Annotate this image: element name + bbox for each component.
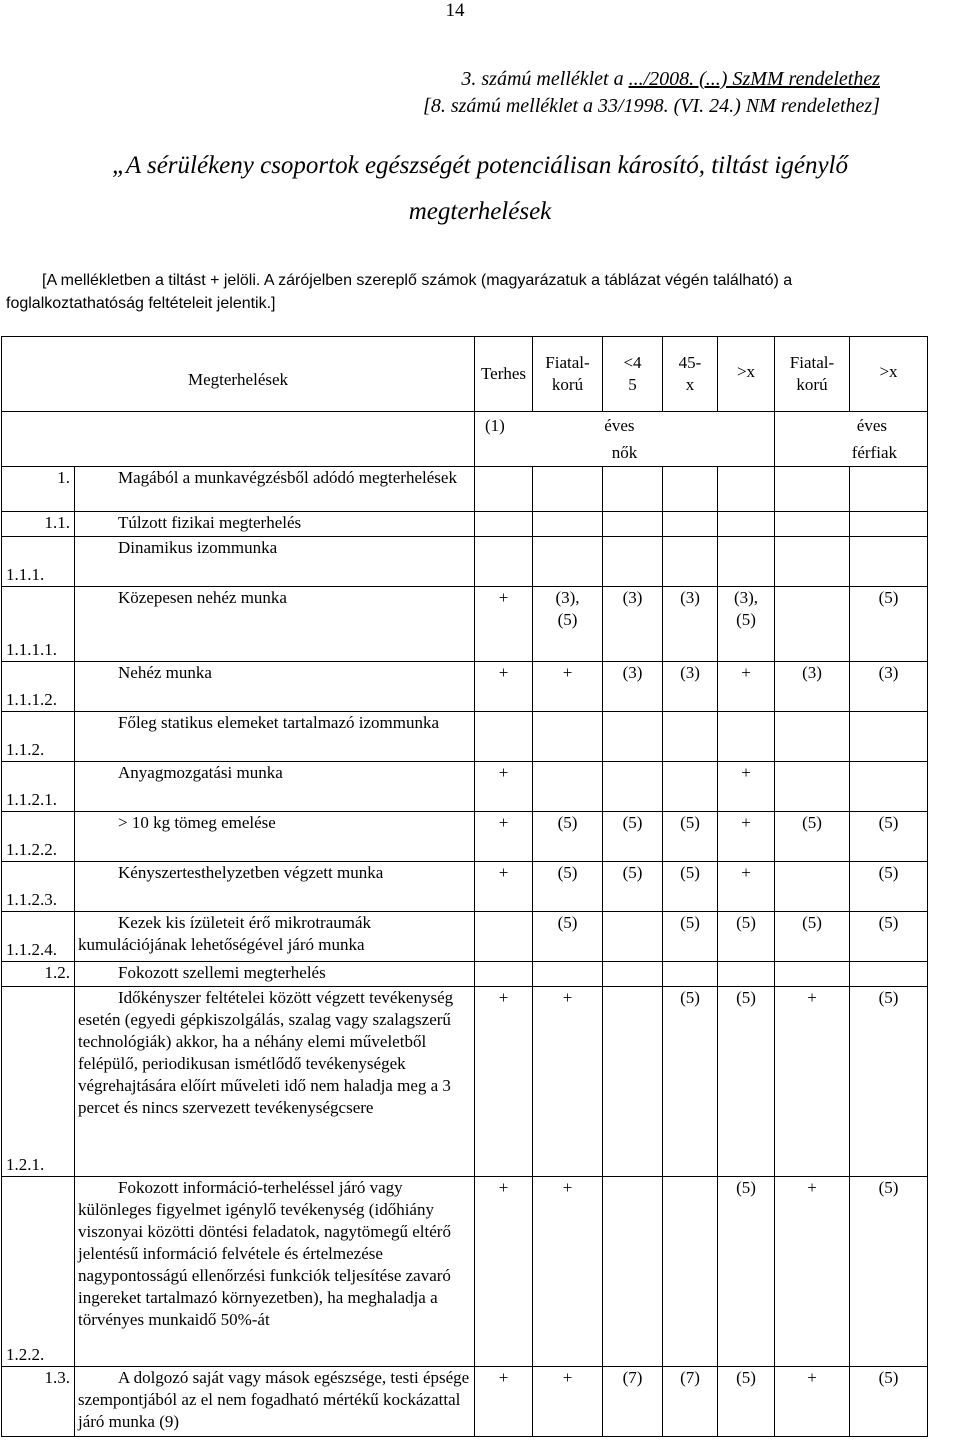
intro-text-line2: foglalkoztathatóság feltételeit jelentik.]	[6, 295, 276, 312]
row-cell	[850, 712, 928, 762]
row-cell	[775, 512, 850, 537]
row-code: 1.1.1.	[2, 537, 75, 587]
col-header-youth-female: Fiatal- korú	[533, 337, 603, 412]
row-cell	[475, 962, 533, 987]
table-row	[2, 812, 928, 862]
table-row	[2, 987, 928, 1177]
row-cell	[850, 512, 928, 537]
row-cell: (5)	[663, 862, 718, 912]
col-header-over-x-male: >x	[850, 337, 928, 412]
row-cell	[603, 962, 663, 987]
table-row	[2, 712, 928, 762]
table-row	[2, 662, 928, 712]
table-row	[2, 537, 928, 587]
col-header-under45: <4 5	[603, 337, 663, 412]
row-cell	[775, 862, 850, 912]
row-cell: (5)	[775, 912, 850, 962]
intro-text-line1: [A mellékletben a tiltást + jelöli. A zárójelben szereplő számok (magyarázatuk a táblázat végén található) a	[42, 272, 793, 289]
row-cell	[850, 762, 928, 812]
row-cell: (3)	[775, 662, 850, 712]
row-label: Fokozott információ-terheléssel járó vagy különleges figyelmet igénylő tevékenység (időhiány viszonyai közötti döntési feladatok, nagytömegű eltérő jelentésű információ felvétele és értelmezése nagypontosságú ellenőrzési funkciók teljesítése zavaró ingereket tartalmazó környezetben), ha meghaladja a törvényes munkaidő 50%-át	[75, 1177, 475, 1367]
row-cell	[775, 712, 850, 762]
row-cell	[475, 712, 533, 762]
row-cell: +	[718, 812, 775, 862]
row-code: 1.1.1.2.	[2, 662, 75, 712]
col-header-men-age: éves	[856, 416, 887, 435]
row-cell: +	[775, 987, 850, 1177]
row-cell: +	[475, 587, 533, 662]
page-title-line1: „A sérülékeny csoportok egészségét potenciálisan károsító, tiltást igénylő	[112, 152, 848, 179]
row-cell: (5)	[850, 987, 928, 1177]
row-cell	[533, 537, 603, 587]
row-cell: (5)	[718, 912, 775, 962]
row-cell	[663, 712, 718, 762]
row-cell: (5)	[850, 862, 928, 912]
row-code: 1.1.2.2.	[2, 812, 75, 862]
row-label: Magából a munkavégzésből adódó megterhelések	[75, 467, 475, 512]
row-cell: +	[775, 1367, 850, 1437]
row-cell	[718, 512, 775, 537]
row-cell	[663, 537, 718, 587]
row-cell: +	[475, 862, 533, 912]
table-row	[2, 512, 928, 537]
row-label: Időkényszer feltételei között végzett tevékenység esetén (egyedi gépkiszolgálás, szalag vagy szalagszerű technológiák) akkor, ha a néhány elemi műveletből felépülő, periodikusan ismétlődő tevékenységek végrehajtására előírt műveleti idő nem haladja meg a 3 percet és nincs szervezett tevékenységcsere	[75, 987, 475, 1177]
row-cell	[475, 467, 533, 512]
row-cell: (5)	[533, 812, 603, 862]
row-cell: (5)	[533, 862, 603, 912]
row-label: > 10 kg tömeg emelése	[75, 812, 475, 862]
row-cell	[603, 912, 663, 962]
row-code: 1.2.2.	[2, 1177, 75, 1367]
row-cell: (3), (5)	[718, 587, 775, 662]
row-cell	[603, 987, 663, 1177]
row-cell: +	[533, 662, 603, 712]
col-header-over-x-female: >x	[718, 337, 775, 412]
row-cell	[475, 537, 533, 587]
table-row	[2, 962, 928, 987]
row-cell	[663, 1177, 718, 1367]
row-cell	[533, 467, 603, 512]
row-cell	[718, 537, 775, 587]
col-header-pregnant: Terhes	[475, 337, 533, 412]
row-cell: (3), (5)	[533, 587, 603, 662]
row-code: 1.1.2.3.	[2, 862, 75, 912]
row-cell: +	[533, 1367, 603, 1437]
row-label: Túlzott fizikai megterhelés	[75, 512, 475, 537]
row-cell: (5)	[603, 862, 663, 912]
row-cell	[475, 912, 533, 962]
row-cell: +	[718, 862, 775, 912]
row-cell: (3)	[663, 662, 718, 712]
row-cell	[663, 762, 718, 812]
row-cell: (3)	[850, 662, 928, 712]
row-cell: +	[475, 1367, 533, 1437]
col-header-45-x: 45- x	[663, 337, 718, 412]
row-cell: (5)	[663, 812, 718, 862]
row-cell	[718, 712, 775, 762]
row-cell: (3)	[663, 587, 718, 662]
row-cell: (5)	[603, 812, 663, 862]
row-cell: +	[475, 987, 533, 1177]
row-code: 1.1.1.1.	[2, 587, 75, 662]
row-label: Kezek kis ízületeit érő mikrotraumák kumulációjának lehetőségével járó munka	[75, 912, 475, 962]
col-header-men-label: férfiak	[851, 443, 897, 462]
row-cell: (5)	[850, 587, 928, 662]
row-cell: (5)	[663, 912, 718, 962]
row-cell: (5)	[718, 1177, 775, 1367]
annex-reference-prefix: 3. számú melléklet a	[461, 68, 629, 90]
row-cell	[603, 762, 663, 812]
row-cell: (5)	[850, 1367, 928, 1437]
col-header-women	[475, 412, 775, 467]
row-cell	[603, 467, 663, 512]
col-header-youth-male: Fiatal- korú	[775, 337, 850, 412]
row-cell	[663, 467, 718, 512]
row-code: 1.2.	[2, 962, 75, 987]
row-cell	[533, 712, 603, 762]
row-cell	[850, 962, 928, 987]
col-header-women-note: (1)	[485, 416, 505, 435]
annex-reference-underlined: .../2008. (...) SzMM rendelethez	[628, 68, 880, 90]
row-cell	[603, 1177, 663, 1367]
row-cell	[850, 467, 928, 512]
row-label: Fokozott szellemi megterhelés	[75, 962, 475, 987]
col-header-women-age: éves	[604, 416, 635, 435]
row-cell: (3)	[603, 662, 663, 712]
row-cell: (5)	[775, 812, 850, 862]
row-code: 1.1.2.	[2, 712, 75, 762]
row-cell	[603, 712, 663, 762]
annex-reference-original: [8. számú melléklet a 33/1998. (VI. 24.) NM rendelethez]	[423, 95, 880, 117]
row-code: 1.1.2.1.	[2, 762, 75, 812]
row-cell	[533, 962, 603, 987]
row-cell: +	[718, 762, 775, 812]
row-cell: (5)	[850, 812, 928, 862]
annex-reference	[0, 66, 880, 93]
row-cell: (7)	[663, 1367, 718, 1437]
table-row	[2, 467, 928, 512]
row-cell	[850, 537, 928, 587]
row-cell	[603, 512, 663, 537]
row-cell	[603, 537, 663, 587]
row-cell	[533, 762, 603, 812]
table-row	[2, 1177, 928, 1367]
row-cell: (5)	[718, 987, 775, 1177]
row-label: Főleg statikus elemeket tartalmazó izommunka	[75, 712, 475, 762]
row-cell	[663, 512, 718, 537]
row-cell: +	[533, 1177, 603, 1367]
row-code: 1.3.	[2, 1367, 75, 1437]
page-number: 14	[445, 0, 465, 21]
row-cell: (5)	[718, 1367, 775, 1437]
table-row	[2, 912, 928, 962]
table-row	[2, 1367, 928, 1437]
table-row	[2, 587, 928, 662]
row-cell: +	[475, 762, 533, 812]
row-cell	[775, 962, 850, 987]
row-cell	[718, 962, 775, 987]
row-cell	[663, 962, 718, 987]
row-cell: +	[475, 1177, 533, 1367]
row-cell: +	[475, 812, 533, 862]
row-label: Nehéz munka	[75, 662, 475, 712]
row-cell: (5)	[850, 1177, 928, 1367]
row-cell: +	[718, 662, 775, 712]
row-cell: +	[475, 662, 533, 712]
row-cell	[775, 587, 850, 662]
row-cell	[775, 762, 850, 812]
row-cell	[533, 512, 603, 537]
row-label: Anyagmozgatási munka	[75, 762, 475, 812]
row-cell	[775, 467, 850, 512]
table-row	[2, 762, 928, 812]
row-label: Kényszertesthelyzetben végzett munka	[75, 862, 475, 912]
row-code: 1.1.2.4.	[2, 912, 75, 962]
col-header-spacer	[2, 412, 475, 467]
col-header-women-label: nők	[611, 443, 638, 462]
page-title-line2: megterhelések	[408, 198, 552, 225]
col-header-men	[775, 412, 928, 467]
row-label: A dolgozó saját vagy mások egészsége, testi épsége szempontjából az el nem fogadható mértékű kockázattal járó munka (9)	[75, 1367, 475, 1437]
row-cell: (7)	[603, 1367, 663, 1437]
burdens-table	[1, 336, 928, 1437]
row-cell: (5)	[850, 912, 928, 962]
row-label: Közepesen nehéz munka	[75, 587, 475, 662]
row-cell	[475, 512, 533, 537]
row-code: 1.2.1.	[2, 987, 75, 1177]
row-cell	[775, 537, 850, 587]
table-row	[2, 862, 928, 912]
row-cell	[718, 467, 775, 512]
col-header-main: Megterhelések	[2, 337, 475, 412]
row-code: 1.	[2, 467, 75, 512]
row-cell: (3)	[603, 587, 663, 662]
row-code: 1.1.	[2, 512, 75, 537]
row-cell: (5)	[533, 912, 603, 962]
row-cell: +	[775, 1177, 850, 1367]
row-label: Dinamikus izommunka	[75, 537, 475, 587]
row-cell: +	[533, 987, 603, 1177]
row-cell: (5)	[663, 987, 718, 1177]
